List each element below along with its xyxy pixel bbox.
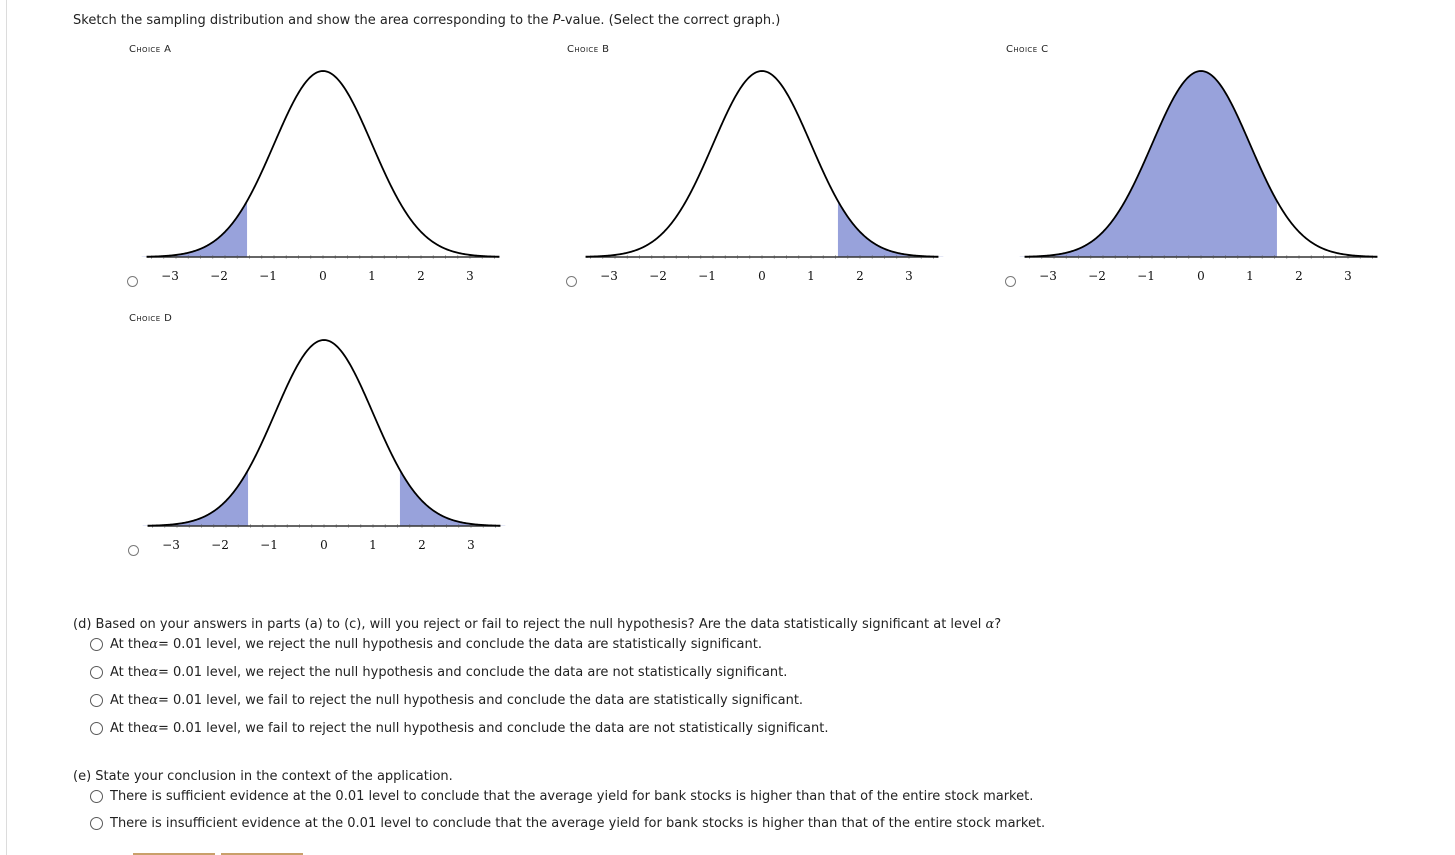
normal-curve xyxy=(148,340,501,526)
normal-distribution-chart xyxy=(579,60,949,300)
choice-c-radio[interactable] xyxy=(1005,276,1016,287)
choice-b-graph[interactable] xyxy=(579,60,949,310)
p-value-shaded-area xyxy=(143,470,248,526)
axis-tick-label: −3 xyxy=(161,269,179,283)
choice-a-radio[interactable] xyxy=(127,276,138,287)
axis-tick-label: 2 xyxy=(418,538,426,552)
axis-tick-label: −1 xyxy=(260,538,278,552)
axis-tick-label: 2 xyxy=(417,269,425,283)
normal-distribution-chart xyxy=(1018,60,1388,300)
choice-d-label: Choice D xyxy=(129,313,173,324)
axis-tick-label: −3 xyxy=(162,538,180,552)
part-d-option-4[interactable]: At the α = 0.01 level, we fail to reject the null hypothesis and conclude the data are not statistically significant. xyxy=(90,721,828,736)
axis-tick-label: −1 xyxy=(698,269,716,283)
normal-curve xyxy=(586,71,939,257)
axis-tick-label: 3 xyxy=(466,269,474,283)
axis-tick-label: 2 xyxy=(856,269,864,283)
choice-c-label: Choice C xyxy=(1006,44,1049,55)
radio-button[interactable] xyxy=(90,817,103,830)
axis-tick-label: 0 xyxy=(758,269,766,283)
axis-tick-label: −2 xyxy=(649,269,667,283)
part-d-option-1[interactable]: At the α = 0.01 level, we reject the null hypothesis and conclude the data are statistically significant. xyxy=(90,637,762,652)
axis-tick-label: 0 xyxy=(1197,269,1205,283)
axis-tick-label: 3 xyxy=(905,269,913,283)
page-left-border xyxy=(6,0,7,855)
choice-c-graph[interactable] xyxy=(1018,60,1388,310)
axis-tick-label: 1 xyxy=(807,269,815,283)
choice-a-graph[interactable] xyxy=(140,60,510,310)
part-d-option-3[interactable]: At the α = 0.01 level, we fail to reject the null hypothesis and conclude the data are statistically significant. xyxy=(90,693,803,708)
radio-button[interactable] xyxy=(90,790,103,803)
part-d-question: (d) Based on your answers in parts (a) to (c), will you reject or fail to reject the null hypothesis? Are the data statistically significant at level α? xyxy=(73,617,1002,632)
part-e-question: (e) State your conclusion in the context of the application. xyxy=(73,769,453,784)
p-value-shaded-area xyxy=(1020,71,1277,257)
p-value-shaded-area xyxy=(838,201,943,257)
choice-d-radio[interactable] xyxy=(128,545,139,556)
radio-button[interactable] xyxy=(90,722,103,735)
part-d-option-2[interactable]: At the α = 0.01 level, we reject the null hypothesis and conclude the data are not statistically significant. xyxy=(90,665,787,680)
choice-d-graph[interactable] xyxy=(141,329,511,579)
axis-tick-label: 0 xyxy=(320,538,328,552)
axis-tick-label: −1 xyxy=(1137,269,1155,283)
axis-tick-label: 1 xyxy=(1246,269,1254,283)
normal-distribution-chart xyxy=(140,60,510,300)
axis-tick-label: 3 xyxy=(1344,269,1352,283)
axis-tick-label: −1 xyxy=(259,269,277,283)
axis-tick-label: −2 xyxy=(211,538,229,552)
normal-distribution-chart xyxy=(141,329,511,569)
normal-curve xyxy=(147,71,500,257)
choice-a-label: Choice A xyxy=(129,44,172,55)
part-e-option-1[interactable]: There is sufficient evidence at the 0.01 level to conclude that the average yield for bank stocks is higher than that of the entire stock market. xyxy=(90,789,1033,804)
axis-tick-label: 3 xyxy=(467,538,475,552)
p-value-shaded-area xyxy=(400,470,505,526)
p-value-shaded-area xyxy=(142,201,247,257)
axis-tick-label: 0 xyxy=(319,269,327,283)
axis-tick-label: −2 xyxy=(210,269,228,283)
axis-tick-label: 1 xyxy=(369,538,377,552)
part-e-option-2[interactable]: There is insufficient evidence at the 0.01 level to conclude that the average yield for bank stocks is higher than that of the entire stock market. xyxy=(90,816,1045,831)
axis-tick-label: 1 xyxy=(368,269,376,283)
choice-b-radio[interactable] xyxy=(566,276,577,287)
axis-tick-label: −3 xyxy=(1039,269,1057,283)
radio-button[interactable] xyxy=(90,694,103,707)
choice-b-label: Choice B xyxy=(567,44,610,55)
radio-button[interactable] xyxy=(90,638,103,651)
axis-tick-label: −3 xyxy=(600,269,618,283)
axis-tick-label: −2 xyxy=(1088,269,1106,283)
graph-question-prompt: Sketch the sampling distribution and show the area corresponding to the P-value. (Select the correct graph.) xyxy=(73,13,781,28)
axis-tick-label: 2 xyxy=(1295,269,1303,283)
radio-button[interactable] xyxy=(90,666,103,679)
